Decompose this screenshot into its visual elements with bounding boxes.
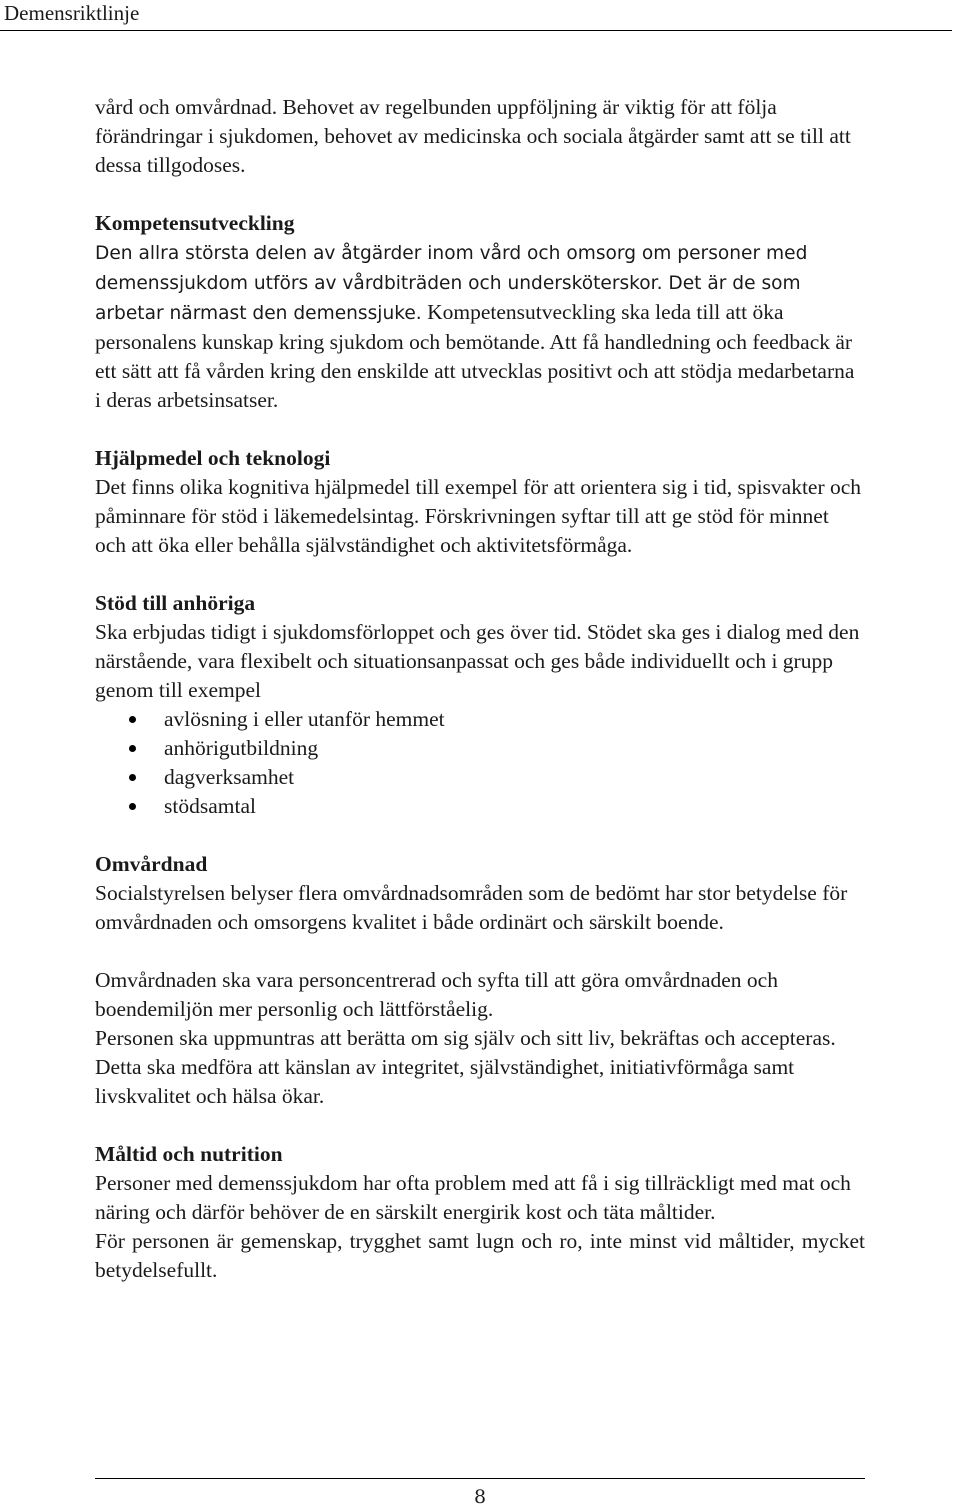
document-body — [95, 93, 865, 1285]
header-divider — [0, 30, 952, 31]
list-item-text: stödsamtal — [164, 794, 256, 818]
section-heading-hjalpmedel: Hjälpmedel och teknologi — [95, 446, 331, 470]
anhoriga-paragraph: Ska erbjudas tidigt i sjukdomsförloppet och ges över tid. Stödet ska ges i dialog med den närstående, vara flexibelt och situationsanpassat och ges både individuellt och i grupp genom till exempel — [95, 620, 860, 702]
kompetens-text-part-2: Kompetensutveckling ska leda till att öka personalens kunskap kring sjukdom och bemötande. Att få handledning och feedback är ett sätt att få vården kring den enskilde att utvecklas positivt och att stödja medarbetarna i deras arbetsinsatser. — [95, 300, 855, 412]
bullet-icon — [129, 745, 136, 752]
omvardnad-paragraph-3: Personen ska uppmuntras att berätta om sig själv och sitt liv, bekräftas och accepteras. Detta ska medföra att känslan av integritet, självständighet, initiativförmåga samt livskvalitet och hälsa ökar. — [95, 1026, 836, 1108]
bullet-icon — [129, 774, 136, 781]
intro-paragraph: vård och omvårdnad. Behovet av regelbunden uppföljning är viktig för att följa förändringar i sjukdomen, behovet av medicinska och sociala åtgärder samt att se till att dessa tillgodoses. — [95, 95, 851, 177]
kompetens-paragraph — [95, 238, 865, 415]
bullet-icon — [129, 803, 136, 810]
section-heading-anhoriga: Stöd till anhöriga — [95, 591, 256, 615]
bullet-icon — [129, 716, 136, 723]
omvardnad-paragraph-2: Omvårdnaden ska vara personcentrerad och syfta till att göra omvårdnaden och boendemiljön mer personlig och lättförståelig. — [95, 968, 778, 1021]
list-item-text: avlösning i eller utanför hemmet — [164, 707, 445, 731]
anhoriga-bullet-list — [95, 705, 865, 821]
section-heading-kompetensutveckling: Kompetensutveckling — [95, 211, 295, 235]
omvardnad-paragraph-1: Socialstyrelsen belyser flera omvårdnadsområden som de bedömt har stor betydelse för omvårdnaden och omsorgens kvalitet i både ordinärt och särskilt boende. — [95, 881, 848, 934]
kompetens-text-part-1: Den allra största delen av åtgärder inom vård och omsorg om personer med demenssjukdom utförs av vårdbiträden och undersköterskor. Det är de som arbetar närmast den demenssjuke. — [95, 243, 808, 324]
page-number: 8 — [473, 1486, 487, 1508]
section-heading-omvardnad: Omvårdnad — [95, 852, 208, 876]
hjalpmedel-paragraph: Det finns olika kognitiva hjälpmedel till exempel för att orientera sig i tid, spisvakter och påminnare för stöd i läkemedelsintag. Förskrivningen syftar till att ge stöd för minnet och att öka eller behålla självständighet och aktivitetsförmåga. — [95, 475, 862, 557]
list-item — [95, 734, 865, 763]
list-item-text: anhörigutbildning — [164, 736, 319, 760]
maltid-paragraph-2: För personen är gemenskap, trygghet samt lugn och ro, inte minst vid måltider, mycket betydelsefullt. — [95, 1229, 865, 1282]
list-item — [95, 763, 865, 792]
list-item-text: dagverksamhet — [164, 765, 295, 789]
list-item — [95, 792, 865, 821]
section-heading-maltid: Måltid och nutrition — [95, 1142, 283, 1166]
maltid-paragraph-1: Personer med demenssjukdom har ofta problem med att få i sig tillräckligt med mat och näring och därför behöver de en särskilt energirik kost och täta måltider. — [95, 1171, 851, 1224]
page-header — [0, 0, 960, 30]
footer-divider — [95, 1478, 865, 1479]
list-item — [95, 705, 865, 734]
document-title: Demensriktlinje — [4, 1, 140, 25]
